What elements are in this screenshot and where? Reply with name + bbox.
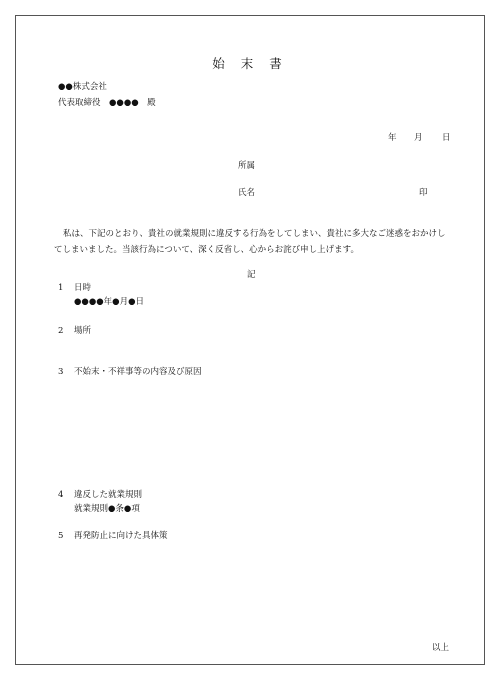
name-label: 氏名 (238, 188, 256, 198)
apology-body: 私は、下記のとおり、貴社の就業規則に違反する行為をしてしまい、貴社に多大なご迷惑をおかけしてしまいました。当該行為について、深く反省し、心からお詫び申し上げます。 (54, 229, 446, 255)
item-1-number: 1 (58, 283, 64, 293)
item-4-label: 違反した就業規則 (74, 490, 143, 500)
item-1-label: 日時 (74, 283, 92, 293)
item-4-value: 就業規則●条●項 (74, 504, 140, 514)
addressee-company: ●●株式会社 (58, 82, 107, 92)
item-5-number: 5 (58, 531, 64, 541)
document-title: 始 末 書 (212, 56, 288, 71)
date-day-label: 日 (442, 133, 451, 143)
date-month-label: 月 (414, 133, 423, 143)
item-3-number: 3 (58, 367, 64, 377)
item-2-label: 場所 (74, 326, 92, 336)
affiliation-label: 所属 (238, 161, 256, 171)
date-year-label: 年 (388, 133, 397, 143)
item-2-number: 2 (58, 326, 64, 336)
closing-text: 以上 (432, 643, 450, 653)
document-page (15, 15, 485, 665)
addressee-person: 代表取締役 ●●●● 殿 (58, 98, 156, 108)
item-4-number: 4 (58, 490, 64, 500)
seal-label: 印 (419, 188, 428, 198)
item-3-label: 不始末・不祥事等の内容及び原因 (74, 367, 202, 377)
item-1-value: ●●●●年●月●日 (74, 297, 145, 307)
record-heading: 記 (247, 270, 256, 280)
item-5-label: 再発防止に向けた具体策 (74, 531, 168, 541)
